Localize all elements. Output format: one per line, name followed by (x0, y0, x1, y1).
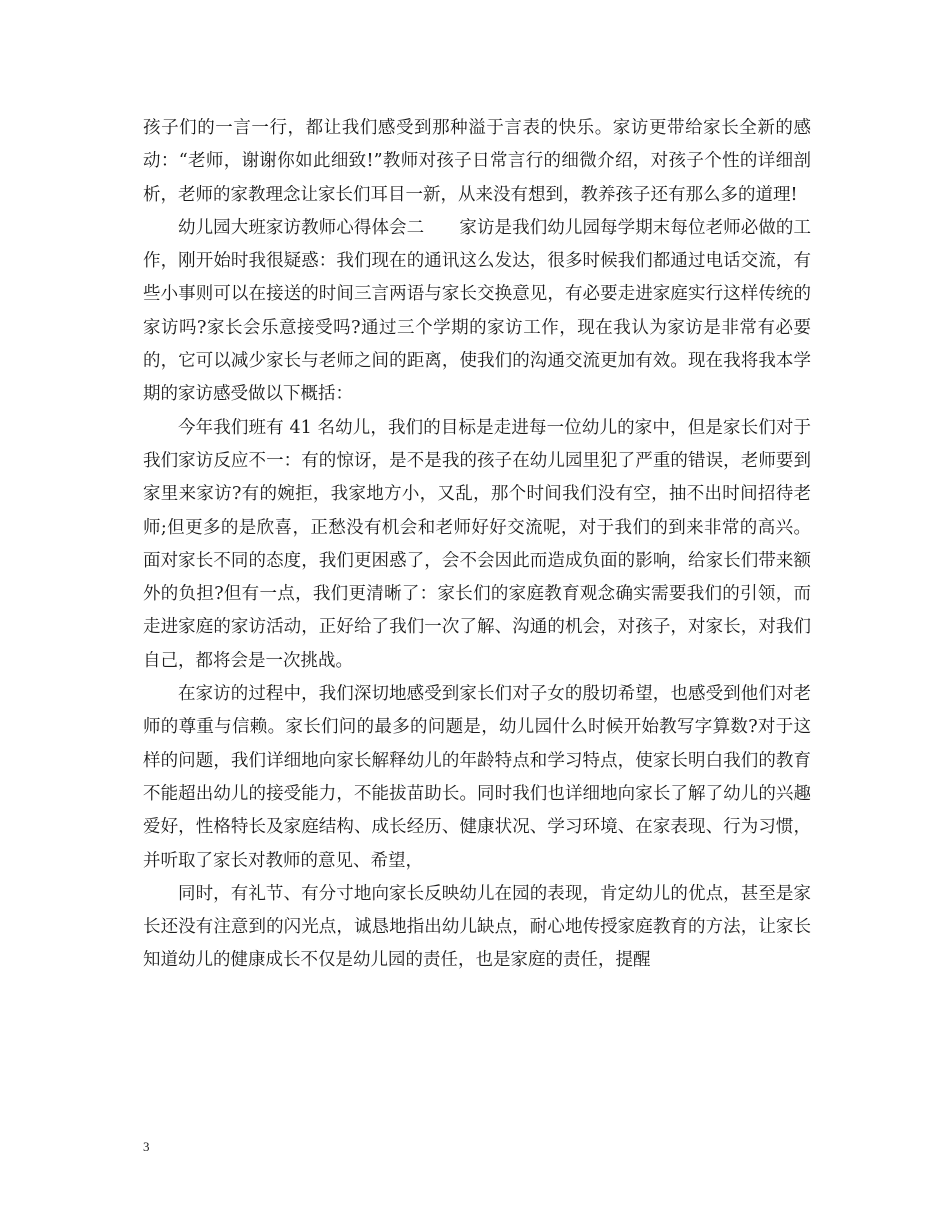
document-body (143, 112, 811, 978)
page-number: 3 (143, 1139, 150, 1154)
paragraph-continuation: 孩子们的一言一行，都让我们感受到那种溢于言表的快乐。家访更带给家长全新的感动：“老师，谢谢你如此细致!”教师对孩子日常言行的细微介绍，对孩子个性的详细剖析，老师的家教理念让家长们耳目一新，从来没有想到，教养孩子还有那么多的道理! (143, 118, 811, 205)
paragraph: 幼儿园大班家访教师心得体会二 家访是我们幼儿园每学期末每位老师必做的工作，刚开始时我很疑惑：我们现在的通讯这么发达，很多时候我们都通过电话交流，有些小事则可以在接送的时间三言两语与家长交换意见，有必要走进家庭实行这样传统的家访吗?家长会乐意接受吗?通过三个学期的家访工作，现在我认为家访是非常有必要的，它可以减少家长与老师之间的距离，使我们的沟通交流更加有效。现在我将我本学期的家访感受做以下概括： (143, 217, 811, 405)
paragraph: 今年我们班有 41 名幼儿，我们的目标是走进每一位幼儿的家中，但是家长们对于我们家访反应不一：有的惊讶，是不是我的孩子在幼儿园里犯了严重的错误，老师要到家里来家访?有的婉拒，我家地方小，又乱，那个时间我们没有空，抽不出时间招待老师;但更多的是欣喜，正愁没有机会和老师好好交流呢，对于我们的到来非常的高兴。面对家长不同的态度，我们更困惑了，会不会因此而造成负面的影响，给家长们带来额外的负担?但有一点，我们更清晰了：家长们的家庭教育观念确实需要我们的引领，而走进家庭的家访活动，正好给了我们一次了解、沟通的机会，对孩子，对家长，对我们自己，都将会是一次挑战。 (143, 417, 811, 671)
paragraph: 同时，有礼节、有分寸地向家长反映幼儿在园的表现，肯定幼儿的优点，甚至是家长还没有注意到的闪光点，诚恳地指出幼儿缺点，耐心地传授家庭教育的方法，让家长知道幼儿的健康成长不仅是幼儿园的责任，也是家庭的责任，提醒 (143, 883, 811, 971)
paragraph: 在家访的过程中，我们深切地感受到家长们对子女的殷切希望，也感受到他们对老师的尊重与信赖。家长们问的最多的问题是，幼儿园什么时候开始教写字算数?对于这样的问题，我们详细地向家长解释幼儿的年龄特点和学习特点，使家长明白我们的教育不能超出幼儿的接受能力，不能拔苗助长。同时我们也详细地向家长了解了幼儿的兴趣爱好，性格特长及家庭结构、成长经历、健康状况、学习环境、在家表现、行为习惯，并听取了家长对教师的意见、希望， (143, 684, 811, 871)
